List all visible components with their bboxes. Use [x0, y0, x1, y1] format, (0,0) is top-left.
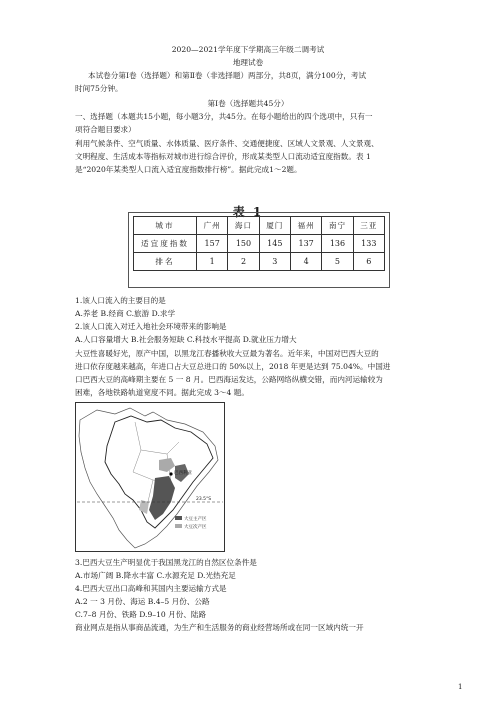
- passage1-line: 是“2020年某类型人口流入适宜度指数排行榜”。据此完成1～2题。: [75, 165, 302, 174]
- question-options: A.人口容量增大 B.社会服务短缺 C.科技水平提高 D.就业压力增大: [75, 335, 297, 344]
- rank-cell: 1: [197, 253, 228, 271]
- section-title: 第Ⅰ卷（选择题共45分）: [207, 99, 289, 108]
- question-options: C.7–8 月份、铁路 D.9–10 月份、陆路: [75, 610, 207, 619]
- city-cell: 三亚: [353, 217, 384, 235]
- table-row: [134, 253, 385, 271]
- question-options: A.市场广阔 B.降水丰富 C.水源充足 D.光热充足: [75, 571, 236, 580]
- index-cell: 145: [259, 235, 290, 253]
- table-row: [134, 217, 385, 235]
- passage2-line: 口巴西大豆的高峰期主要在 5 一 8 月。巴西海运发达，公路网络纵横交错，而内河运输较为: [75, 375, 383, 384]
- city-cell: 厦门: [259, 217, 290, 235]
- question-line: 2.该人口流入对迁入地社会环境带来的影响是: [75, 322, 227, 331]
- city-cell: 广州: [197, 217, 228, 235]
- brazil-soybean-map: [75, 402, 225, 552]
- passage2-line: 大豆性喜暖好光，原产中国，以黑龙江春播秋收大豆最为著名。近年来，中国对巴西大豆的: [75, 349, 379, 358]
- rank-cell: 2: [228, 253, 259, 271]
- legend-secondary-label: 大豆次产区: [184, 525, 207, 530]
- legend-swatch-secondary: [175, 524, 182, 528]
- index-cell: 137: [290, 235, 321, 253]
- row-label-rank: 排名: [134, 253, 197, 271]
- rank-cell: 6: [353, 253, 384, 271]
- index-cell: 150: [228, 235, 259, 253]
- question-line: 4.巴西大豆出口高峰和其国内主要运输方式是: [75, 584, 227, 593]
- table-row: [134, 235, 385, 253]
- rank-cell: 4: [290, 253, 321, 271]
- capital-label: 巴西利亚: [174, 471, 192, 476]
- index-cell: 133: [353, 235, 384, 253]
- index-cell: 136: [322, 235, 353, 253]
- question-line: 3.巴西大豆生产明显优于我国黑龙江的自然区位条件是: [75, 558, 257, 567]
- passage1-line: 文明程度、生活成本等指标对城市进行综合评价，形成某类型人口流动适宜度指数。表 1: [75, 152, 371, 161]
- passage1-line: 利用气候条件、空气质量、水体质量、医疗条件、交通便捷度、区域人文景观、人文景观、: [75, 139, 379, 148]
- passage3-line: 商业网点是指从事商品流通，为生产和生活服务的商业经营场所或在同一区域内统一开: [75, 623, 364, 632]
- instruction-line-2: 项符合题目要求）: [75, 125, 136, 134]
- city-cell: 福州: [290, 217, 321, 235]
- question-line: 1.该人口流入的主要目的是: [75, 296, 166, 305]
- city-cell: 海口: [228, 217, 259, 235]
- intro-line-1: 本试卷分第Ⅰ卷（选择题）和第Ⅱ卷（非选择题）两部分，共8页，满分100分，考试: [88, 71, 367, 80]
- row-label-index: 适宜度指数: [134, 235, 197, 253]
- tropic-label: 23.5°S: [196, 497, 212, 502]
- ranking-table: [133, 216, 385, 271]
- exam-subtitle: 地理试卷: [232, 58, 264, 67]
- table-title: 表 1: [232, 205, 264, 219]
- index-cell: 157: [197, 235, 228, 253]
- page-number: 1: [458, 683, 463, 691]
- rank-cell: 3: [259, 253, 290, 271]
- passage2-line: 进口依存度越来越高，年进口占大豆总进口的 50%以上，2018 年更是达到 75.04%。中国进: [75, 362, 391, 371]
- question-options: A.2 一 3 月份、海运 B.4–5 月份、公路: [75, 597, 210, 606]
- question-options: A.养老 B.经商 C.旅游 D.求学: [75, 309, 176, 318]
- passage2-line: 困难，各地铁路轨道宽度不同。据此完成 3～4 题。: [75, 388, 249, 397]
- legend-swatch-main: [175, 516, 182, 520]
- capital-marker: [169, 472, 172, 475]
- rank-cell: 5: [322, 253, 353, 271]
- city-cell: 南宁: [322, 217, 353, 235]
- row-label-city: 城市: [134, 217, 197, 235]
- intro-line-2: 时间75分钟。: [75, 84, 123, 93]
- legend-main-label: 大豆主产区: [184, 517, 207, 522]
- instruction-line-1: 一、选择题（本题共15小题，每小题3分，共45分。在每小题给出的四个选项中，只有一: [75, 112, 373, 121]
- exam-title: 2020—2021学年度下学期高三年级二调考试: [171, 45, 325, 54]
